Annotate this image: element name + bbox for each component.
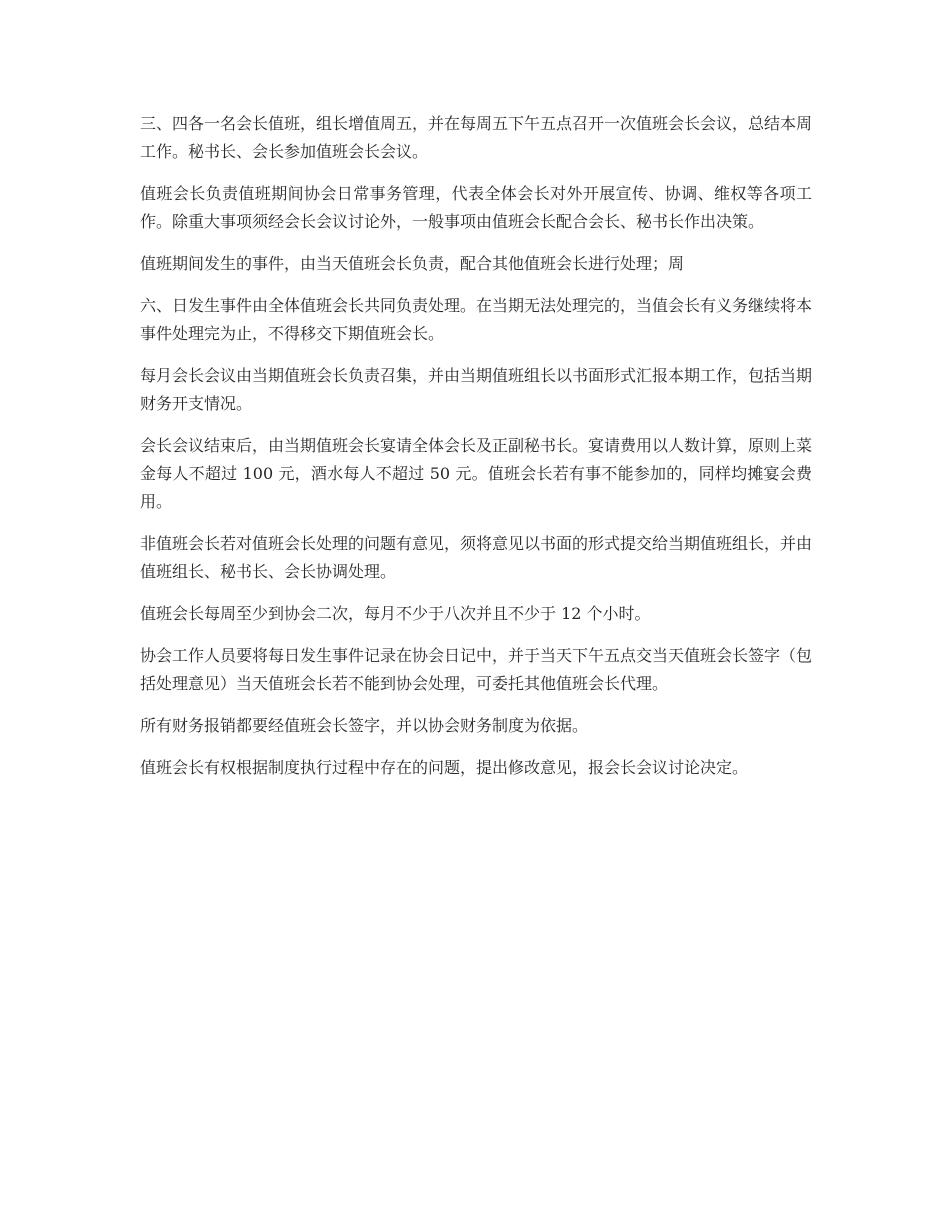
paragraph-5: 每月会长会议由当期值班会长负责召集，并由当期值班组长以书面形式汇报本期工作，包括当期财务开支情况。 [140, 366, 813, 413]
paragraph-2: 值班会长负责值班期间协会日常事务管理，代表全体会长对外开展宣传、协调、维权等各项工作。除重大事项须经会长会议讨论外，一般事项由值班会长配合会长、秘书长作出决策。 [140, 184, 812, 231]
paragraph-3: 值班期间发生的事件，由当天值班会长负责，配合其他值班会长进行处理；周 [140, 254, 685, 273]
paragraph-11: 值班会长有权根据制度执行过程中存在的问题，提出修改意见，报会长会议讨论决定。 [140, 758, 749, 777]
paragraph-10: 所有财务报销都要经值班会长签字，并以协会财务制度为依据。 [140, 716, 589, 735]
paragraph-8: 值班会长每周至少到协会二次，每月不少于八次并且不少于 12 个小时。 [140, 604, 651, 623]
paragraph-4: 六、日发生事件由全体值班会长共同负责处理。在当期无法处理完的，当值会长有义务继续将本事件处理完为止，不得移交下期值班会长。 [140, 296, 813, 343]
paragraph-6: 会长会议结束后，由当期值班会长宴请全体会长及正副秘书长。宴请费用以人数计算，原则上菜金每人不超过 100 元，酒水每人不超过 50 元。值班会长若有事不能参加的，同样均摊宴会费用。 [140, 436, 813, 511]
paragraph-9: 协会工作人员要将每日发生事件记录在协会日记中，并于当天下午五点交当天值班会长签字（包括处理意见）当天值班会长若不能到协会处理，可委托其他值班会长代理。 [140, 646, 813, 693]
paragraph-1: 三、四各一名会长值班，组长增值周五，并在每周五下午五点召开一次值班会长会议，总结本周工作。秘书长、会长参加值班会长会议。 [140, 114, 813, 161]
paragraph-7: 非值班会长若对值班会长处理的问题有意见，须将意见以书面的形式提交给当期值班组长，并由值班组长、秘书长、会长协调处理。 [140, 534, 813, 581]
document-body [140, 110, 812, 796]
